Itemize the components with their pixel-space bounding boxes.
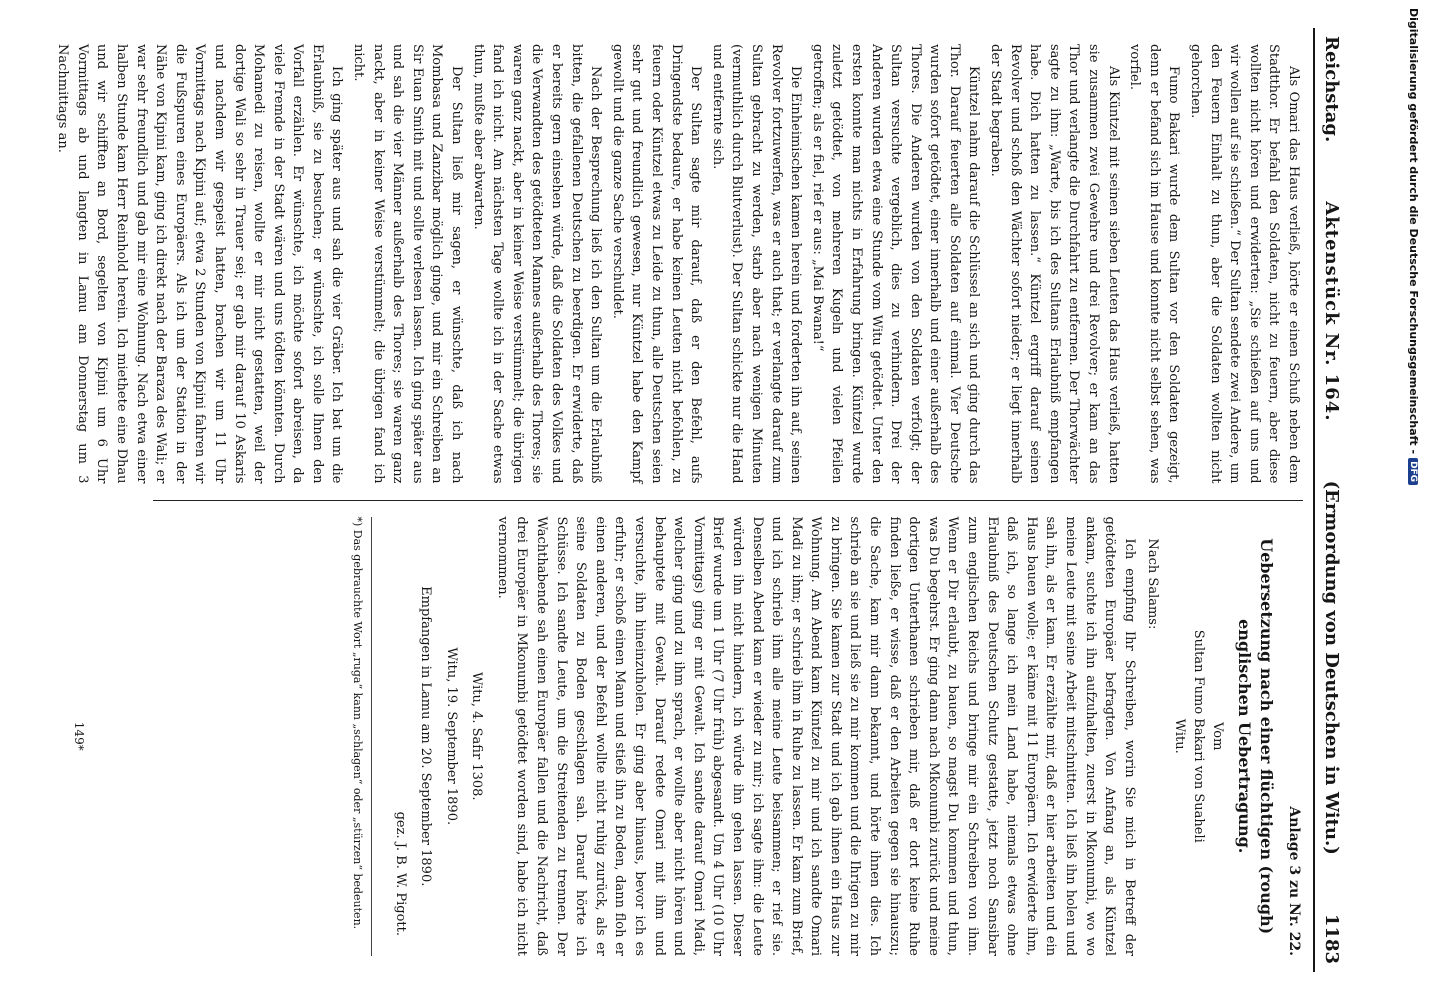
- header-section: Reichstag.: [1321, 36, 1342, 143]
- place: Witu.: [1172, 718, 1188, 754]
- signature: gez. J. B. W. Pigott.: [393, 811, 409, 936]
- header-title: (Ermordung von Deutschen in Witu.): [1321, 480, 1342, 855]
- date-line: Witu, 19. September 1890.: [443, 647, 459, 826]
- rotated-document-page: [2, 0, 1362, 1000]
- paragraph: Fumo Bakari wurde dem Sultan vor den Soldaten gezeigt, denn er befand sich im Hause und konnte nicht selbst sehen, was vorfiel.: [1127, 44, 1182, 484]
- dfg-logo-icon: DFG: [1409, 458, 1419, 485]
- attachment-title: Uebersetzung nach einer flüchtigen (rough) englischen Uebertragung.: [1235, 538, 1277, 935]
- paragraph: Als Omari das Haus verließ, hörte er einen Schuß neben dem Stadtthor. Er befahl den Soldaten, nicht zu feuern, aber diese wollten nicht hören und erwiderten: „Sie schießen auf uns und wir wollen auf sie schießen.“ Der Sultan sendete zwei Andere, um den Feuern Einhalt zu thun, aber die Soldaten wollten nicht gehorchen.: [1188, 44, 1301, 484]
- header-document-number: Aktenstück Nr. 164.: [1321, 201, 1342, 422]
- footnote: *) Das gebrauchte Wort „ruga“ kann „schlagen“ oder „stürzen“ bedeuten.: [348, 517, 373, 957]
- paragraph: Ich empfing Ihr Schreiben, worin Sie mich in Betreff der getödteten Europäer befragten. Von Anfang an, als Küntzel ankam, suchte ich ihn aufzuhalten, zuerst in Mkonumbi, wo wo meine Leute mit seine Arbeit mitschnitten. Ich ließ ihn holen und sah ihn, als er kam. Er erzählte mir, daß er hier arbeiten und ein Haus bauen wolle; er käme mit 11 Europäern. Ich erwiderte ihm, daß ich, so lange ich mein Land habe, niemals etwas ohne Erlaubniß des Deutschen Schutz gestatte, jetzt noch Sansibar zum englischen Reichs und bringe mir ein Schreiben von ihm. Wenn er Dir erlaubt, zu bauen, so magst Du kommen und thun, was Du begehrst. Er ging dann nach Mkonumbi zurück und meine dortigen Unterthanen schrieben mir, daß er dort keine Ruhe finden ließe, er wisse, daß er den Arbeiten gegen sie hinauszu; die Sache, kam mir dann bekannt, und hörte ihnen dies. Ich schrieb an sie und ließ sie zu mir kommen und die Ihrigen zu mir zu bringen. Sie kamen zur Stadt und ich gab ihnen ein Haus zur Wohnung. Am Abend kam Küntzel zu mir und ich sandte Omari Madi zu ihm; er schrieb ihm in Ruhe zu lassen. Er kam zum Brief, und ich schrieb ihm alle meine Leute beisammen; er rief sie. Denselben Abend kam er wieder zu mir; ich sagte ihm: die Leute würden ihn nicht hindern, ich würde ihn gehen lassen. Dieser Brief wurde um 1 Uhr (7 Uhr früh) abgesandt. Um 4 Uhr (10 Uhr Vormittags) ging er mit Gewalt. Ich sandte darauf Omari Madi, welcher ging und zu ihm sprach, er wollte aber nicht hören und behauptete mit Gewalt. Darauf redete Omari mit ihm und versuchte, ihn hineinzuholen. Er ging aber hinaus, bevor ich es erfuhr; er schoß einen Mann und stieß ihn zu Boden, dann floh er einen anderen, und der Befehl wollte nicht ruhig zurück, als er seine Soldaten zu Boden geschlagen sah. Darauf hörte ich Schüsse. Ich sandte Leute, um die Streitenden zu trennen. Der Wachthabende sah einen Europäer fallen und die Nachricht, daß drei Europäer in Mkonumbi getödtet worden sind, habe ich nicht vernommen.: [494, 516, 1137, 956]
- attachment-label: Anlage 3 zu Nr. 22.: [1286, 806, 1302, 956]
- paragraph: Küntzel nahm darauf die Schlüssel an sich und ging durch das Thor. Darauf feuerten alle Soldaten auf einmal. Vier Deutsche wurden sofort getödtet, einer innerhalb und einer außerhalb des Thores. Die Anderen wurden von den Soldaten verfolgt; der Sultan versuchte vergeblich, dies zu verhindern. Drei der Anderen wurden etwa eine Stunde vom Witu getödtet. Unter den ersten konnte man nichts in Erfahrung bringen. Küntzel wurde zuletzt getödtet, von mehreren Kugeln und vielen Pfeilen getroffen; als er fiel, rief er aus: „Mai Bwana!“: [809, 44, 982, 484]
- salutation: Nach Salams:: [1145, 538, 1161, 630]
- right-column: [71, 501, 1303, 973]
- header-rule: [1313, 28, 1315, 972]
- paragraph: Als Küntzel mit seinen sieben Leuten das Haus verließ, hatten sie zusammen zwei Gewehre und drei Revolver; er kam an das Thor und verlangte die Durchfahrt zu entfernen. Der Thorwächter sagte zu ihm: „Warte, bis ich des Sultans Erlaubniß empfangen habe. Dich hatten zu lassen.“ Küntzel ergriff darauf seinen Revolver und schoß den Wächter sofort nieder; er liegt innerhalb der Stadt begraben.: [988, 44, 1121, 484]
- page-mark: 149*: [71, 721, 86, 751]
- digitization-credit: [1407, 8, 1420, 485]
- page-header: [1315, 28, 1342, 972]
- credit-text: Digitalisierung gefördert durch die Deutsche Forschungsgemeinschaft -: [1407, 8, 1420, 455]
- page-number: 1183: [1321, 913, 1342, 964]
- paragraph: Der Sultan ließ mir sagen, er wünschte, daß ich nach Mombasa und Zanzibar möglich ginge, und mir ein Schreiben an Sir Euan Smith mit und sollte verlesen lassen. Ich ging später aus und sah die vier Männer außerhalb des Thores; sie waren ganz nackt, aber in keiner Weise verstümmelt; die übrigen fand ich nicht.: [351, 44, 465, 484]
- date-line: Witu, 4. Safir 1308.: [469, 671, 485, 801]
- received-line: Empfangen in Lamu am 20. September 1890.: [418, 586, 434, 887]
- paragraph: Ich ging später aus und sah die vier Gräber. Ich bat um die Erlaubniß, sie zu besuchen; er wünschte, ich solle Ihnen den Vorfall erzählen. Er wünschte, ich möchte sofort abreisen, da viele Fremde in der Stadt wären und uns tödten könnten. Durch Mohamedi zu reisen, wollte er mir nicht gestatten, weil der dortige Wali so sehr in Trauer sei; er gab mir darauf 10 Askaris und nachdem wir gespeist hatten, brachen wir um 11 Uhr Vormittags nach Kipini auf; etwa 2 Stunden von Kipini fahren wir die Fußspuren eines Europäers. Als ich um der Station in der Nähe von Kipini kam, ging ich direkt nach der Baraza des Wali; er war sehr freundlich und gab mir eine Wohnung. Nach etwa einer halben Stunde kam Herr Reinhold herein. Ich miethete eine Dhau und wir schifften an Bord, segelten von Kipini um 6 Uhr Vormittags ab und langten in Lamu am Donnerstag um 3 Nachmittags an.: [55, 44, 345, 484]
- paragraph: Nach der Besprechung ließ ich den Sultan um die Erlaubniß bitten, die gefallenen Deutschen zu beerdigen. Er erwiderte, daß er bereits gern einsehen würde, daß die Soldaten des Volkes und die Verwandten des getödteten Mannes außerhalb des Thores; sie waren ganz nackt, aber in keiner Weise verstümmelt; die übrigen fand ich nicht. Am nächsten Tage wollte ich in der Sache etwas thun, mußte aber abwarten.: [470, 44, 604, 484]
- left-column: [55, 28, 1303, 501]
- paragraph: Der Sultan sagte mir darauf, daß er den Befehl, aufs Dringendste bedaure, er habe keinen Leuten nicht befohlen, zu feuern oder Küntzel etwas zu Leide zu thun, alle Deutschen seien sehr gut und freundlich gewesen, nur Küntzel habe den Kampf gewollt und die ganze Sache verschuldet.: [609, 44, 704, 484]
- from-name: Sultan Fumo Bakari von Suaheli: [1191, 629, 1207, 843]
- from-label: Vom: [1210, 722, 1226, 751]
- text-columns: [55, 28, 1303, 972]
- paragraph: Die Einheimischen kamen herein und forderten ihn auf, seinen Revolver fortzuwerfen, was er auch that; er verlangte darauf zum Sultan gebracht zu werden, starb aber nach wenigen Minuten (vermuthlich durch Blutverlust). Der Sultan schickte nur die Hand und entfernte sich.: [709, 44, 804, 484]
